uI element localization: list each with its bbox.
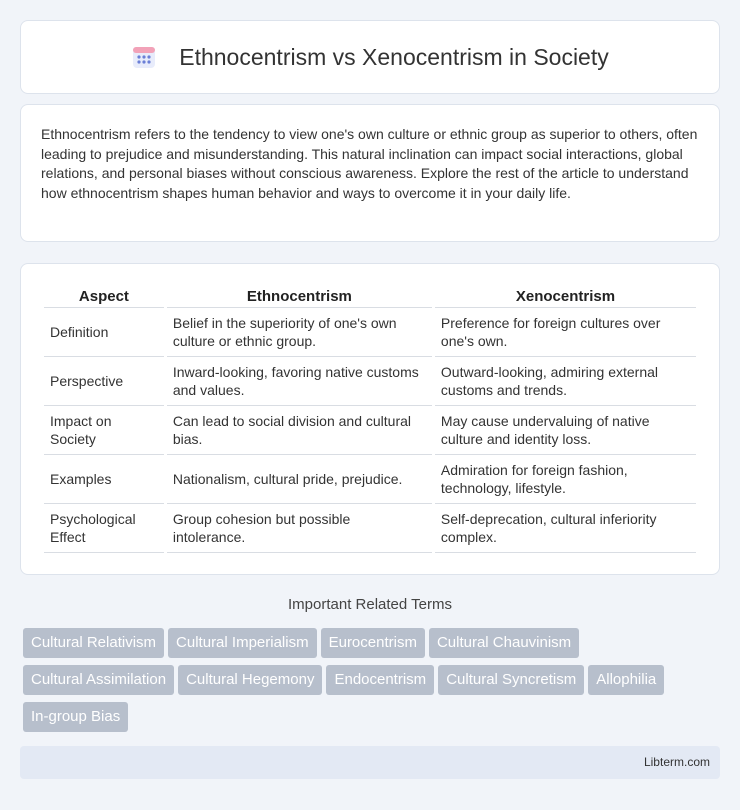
- related-term-tag[interactable]: Cultural Relativism: [23, 628, 164, 658]
- cell-ethnocentrism: Group cohesion but possible intolerance.: [167, 504, 432, 553]
- table-row: [44, 357, 696, 406]
- related-term-tag[interactable]: Cultural Assimilation: [23, 665, 174, 695]
- intro-paragraph: Ethnocentrism refers to the tendency to view one's own culture or ethnic group as superior to others, often leading to prejudice and misunderstanding. This natural inclination can impact social interactions, global relations, and personal biases without conscious awareness. Explore the rest of the article to understand how ethnocentrism shapes human behavior and ways to overcome it in your daily life.: [41, 126, 698, 201]
- cell-xenocentrism: Admiration for foreign fashion, technology, lifestyle.: [435, 455, 696, 504]
- table-row: [44, 455, 696, 504]
- table-row: [44, 406, 696, 455]
- cell-aspect: Impact on Society: [44, 406, 164, 455]
- page-title: Ethnocentrism vs Xenocentrism in Society: [179, 43, 609, 70]
- footer-site-link[interactable]: Libterm.com: [643, 755, 710, 769]
- header-ethnocentrism: Ethnocentrism: [167, 282, 432, 308]
- cell-ethnocentrism: Inward-looking, favoring native customs and values.: [167, 357, 432, 406]
- cell-xenocentrism: Preference for foreign cultures over one's own.: [435, 308, 696, 357]
- related-term-tag[interactable]: Endocentrism: [326, 665, 434, 695]
- related-term-tag[interactable]: Allophilia: [588, 665, 664, 695]
- table-row: [44, 308, 696, 357]
- calendar-grid-icon: [131, 44, 157, 70]
- related-terms-title: Important Related Terms: [288, 596, 452, 613]
- related-term-tag[interactable]: In-group Bias: [23, 702, 128, 732]
- footer: [20, 746, 720, 779]
- cell-xenocentrism: Self-deprecation, cultural inferiority complex.: [435, 504, 696, 553]
- related-term-tag[interactable]: Cultural Imperialism: [168, 628, 317, 658]
- table-row: [44, 504, 696, 553]
- table-header-row: [44, 282, 696, 308]
- cell-ethnocentrism: Belief in the superiority of one's own culture or ethnic group.: [167, 308, 432, 357]
- related-terms-list: [23, 628, 723, 739]
- related-term-tag[interactable]: Cultural Syncretism: [438, 665, 584, 695]
- cell-xenocentrism: May cause undervaluing of native culture and identity loss.: [435, 406, 696, 455]
- header-xenocentrism: Xenocentrism: [435, 282, 696, 308]
- cell-ethnocentrism: Nationalism, cultural pride, prejudice.: [167, 455, 432, 504]
- intro-card: [20, 104, 720, 242]
- cell-aspect: Definition: [44, 308, 164, 357]
- comparison-table-card: [20, 263, 720, 575]
- cell-aspect: Psychological Effect: [44, 504, 164, 553]
- related-term-tag[interactable]: Eurocentrism: [321, 628, 425, 658]
- cell-ethnocentrism: Can lead to social division and cultural bias.: [167, 406, 432, 455]
- cell-xenocentrism: Outward-looking, admiring external customs and trends.: [435, 357, 696, 406]
- header-aspect: Aspect: [44, 282, 164, 308]
- cell-aspect: Examples: [44, 455, 164, 504]
- title-card: [20, 20, 720, 94]
- cell-aspect: Perspective: [44, 357, 164, 406]
- related-term-tag[interactable]: Cultural Hegemony: [178, 665, 322, 695]
- comparison-table: [41, 282, 699, 553]
- related-term-tag[interactable]: Cultural Chauvinism: [429, 628, 579, 658]
